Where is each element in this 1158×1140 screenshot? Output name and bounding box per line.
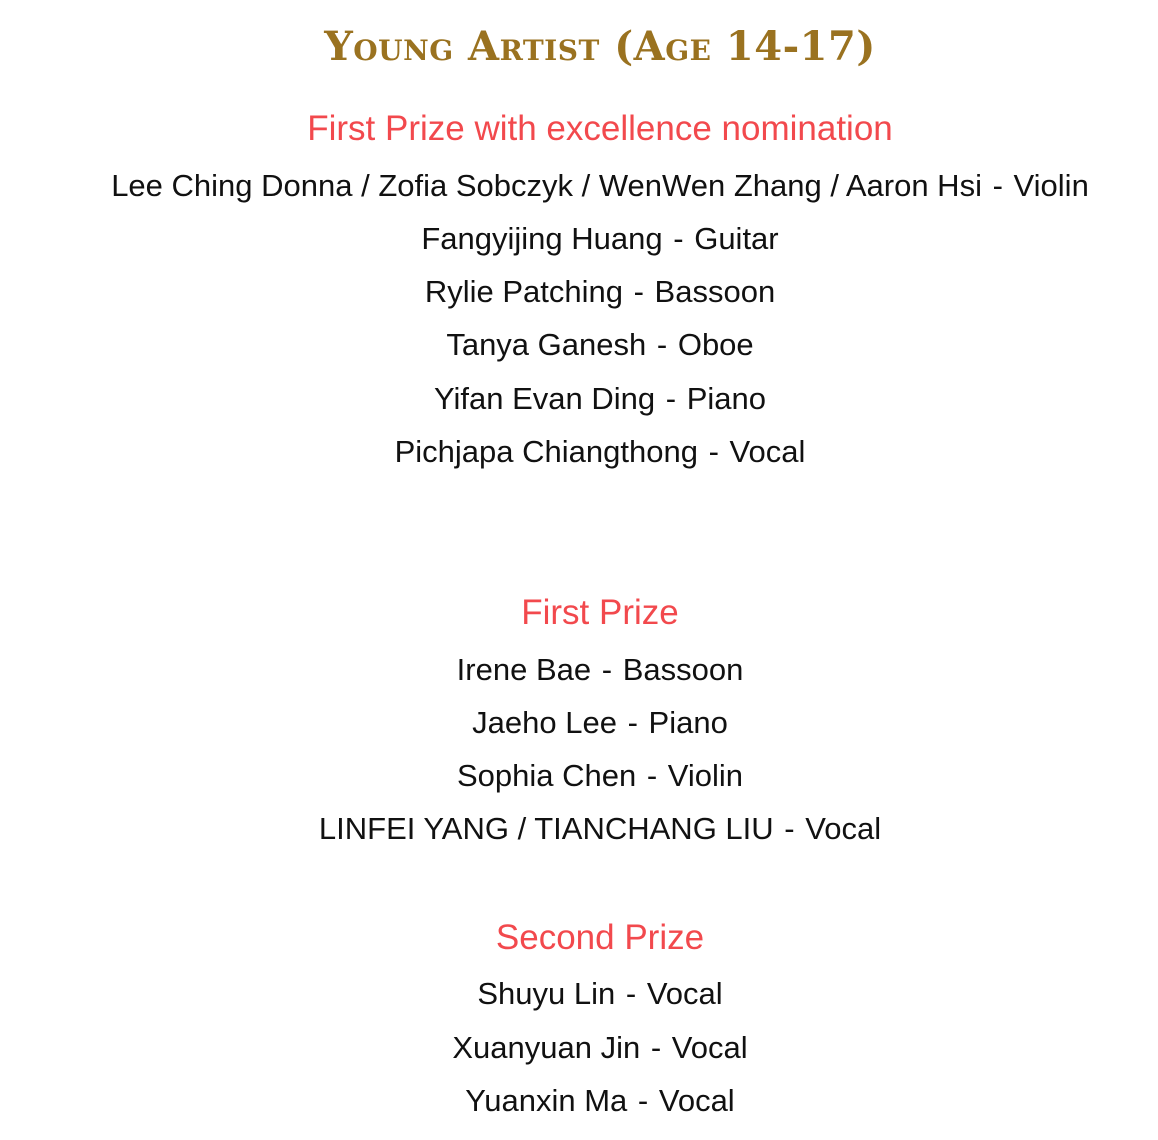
page-title: Young Artist (Age 14-17): [324, 23, 876, 70]
winner-entry: [0, 325, 1158, 365]
winner-instrument: Vocal: [805, 811, 882, 846]
separator: -: [708, 434, 719, 469]
winner-name: Xuanyuan Jin: [452, 1030, 641, 1065]
winner-instrument: Piano: [648, 705, 728, 740]
winner-instrument: Vocal: [729, 434, 806, 469]
separator: -: [637, 1083, 649, 1118]
winner-entry: [0, 272, 1158, 312]
separator: -: [784, 811, 795, 846]
winner-name: Pichjapa Chiangthong: [394, 434, 698, 469]
separator: -: [633, 274, 644, 309]
winner-name: Jaeho Lee: [472, 705, 617, 740]
separator: -: [627, 705, 638, 740]
winner-entry: [0, 809, 1158, 849]
section-heading-first-prize-excellence: First Prize with excellence nomination: [307, 109, 893, 148]
winner-entry: [0, 650, 1158, 690]
winner-entry: [0, 1081, 1158, 1121]
winner-name: LINFEI YANG / TIANCHANG LIU: [318, 811, 774, 846]
winner-name: Lee Ching Donna / Zofia Sobczyk / WenWen Zhang / Aaron Hsi: [111, 168, 982, 203]
winner-name: Rylie Patching: [424, 274, 623, 309]
section-heading-second-prize: Second Prize: [495, 918, 705, 957]
winner-instrument: Vocal: [671, 1030, 748, 1065]
winner-name: Irene Bae: [456, 652, 592, 687]
winner-name: Fangyijing Huang: [421, 221, 663, 256]
separator: -: [650, 1030, 662, 1065]
winner-entry: [0, 432, 1158, 472]
winner-name: Tanya Ganesh: [446, 327, 647, 362]
winner-instrument: Vocal: [658, 1083, 735, 1118]
winner-name: Shuyu Lin: [477, 976, 616, 1011]
winner-instrument: Violin: [1013, 168, 1089, 203]
winner-name: Sophia Chen: [456, 758, 637, 793]
winner-instrument: Guitar: [694, 221, 779, 256]
winner-instrument: Bassoon: [654, 274, 776, 309]
winner-entry: [0, 703, 1158, 743]
winner-entry: [0, 974, 1158, 1014]
section-heading-first-prize: First Prize: [521, 593, 679, 632]
winner-instrument: Piano: [686, 381, 767, 416]
winner-entry: [0, 756, 1158, 796]
winner-instrument: Vocal: [646, 976, 723, 1011]
winner-entry: [0, 379, 1158, 419]
winner-instrument: Violin: [667, 758, 744, 793]
winner-name: Yifan Evan Ding: [433, 381, 656, 416]
separator: -: [601, 652, 613, 687]
winner-instrument: Oboe: [677, 327, 754, 362]
separator: -: [625, 976, 637, 1011]
separator: -: [646, 758, 658, 793]
winner-entry: [0, 166, 1158, 206]
separator: -: [665, 381, 677, 416]
winner-entry: [0, 1028, 1158, 1068]
separator: -: [992, 168, 1003, 203]
winner-instrument: Bassoon: [622, 652, 744, 687]
separator: -: [673, 221, 684, 256]
winner-name: Yuanxin Ma: [465, 1083, 628, 1118]
winner-entry: [0, 219, 1158, 259]
separator: -: [656, 327, 668, 362]
